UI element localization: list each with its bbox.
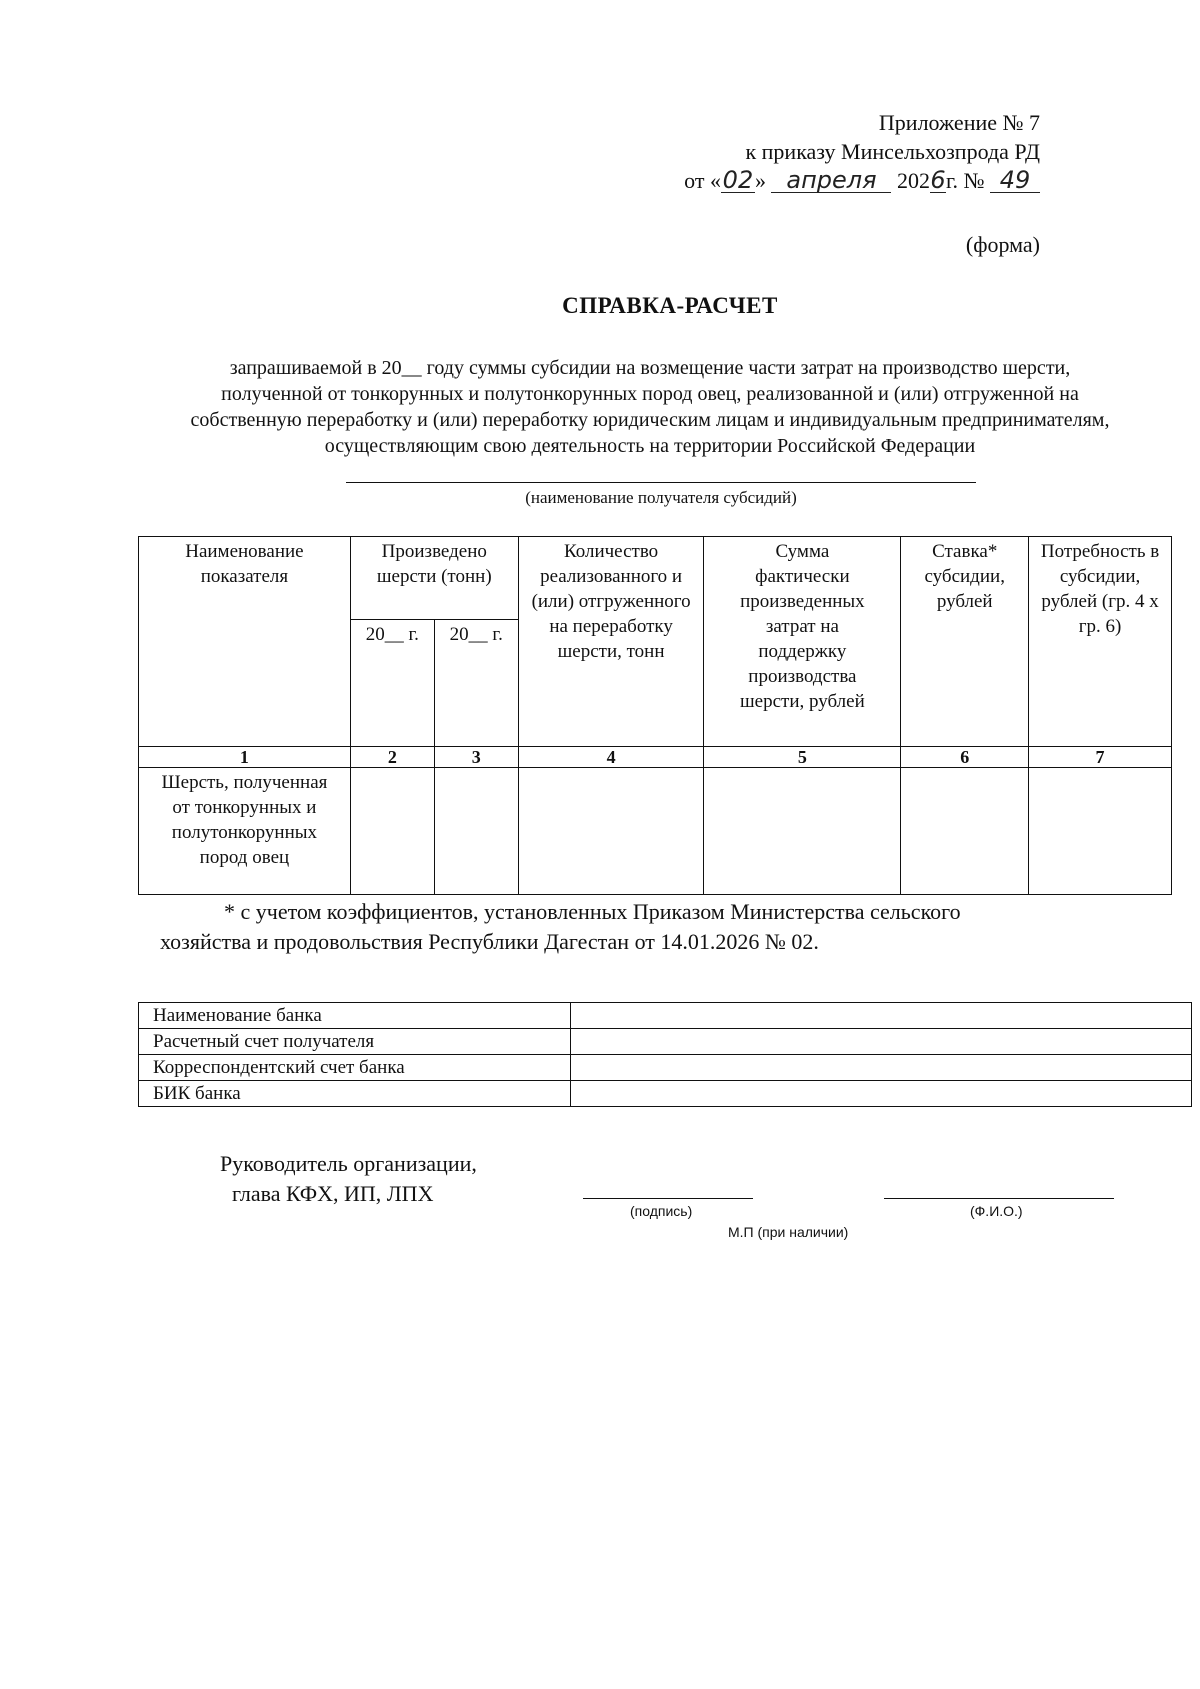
header-quantity-sold: Количество реализованного и (или) отгруженного на переработку шерсти, тонн — [518, 537, 704, 747]
appendix-number: Приложение № 7 — [878, 110, 1040, 135]
recipient-caption: (наименование получателя субсидий) — [525, 488, 797, 507]
signature-block — [220, 1149, 477, 1209]
handwritten-day: 02 — [722, 166, 754, 194]
column-number: 5 — [704, 747, 901, 768]
bik-label: БИК банка — [139, 1081, 571, 1107]
signatory-subtitle: глава КФХ, ИП, ЛПХ — [232, 1181, 434, 1206]
cell-year-b-value[interactable] — [434, 768, 518, 895]
cell-rate-value[interactable] — [901, 768, 1029, 895]
table-header-row — [139, 537, 1172, 620]
cell-quantity-value[interactable] — [518, 768, 704, 895]
footnote-line-2: хозяйства и продовольствия Республики Дагестан от 14.01.2026 № 02. — [160, 929, 819, 954]
bank-name-value[interactable] — [570, 1003, 1191, 1029]
order-date-line — [684, 166, 1040, 195]
year-suffix: г. № — [945, 168, 985, 193]
full-name-line[interactable] — [884, 1198, 1114, 1199]
footnote — [160, 897, 961, 957]
signature-line[interactable] — [583, 1198, 753, 1199]
appendix-header — [684, 108, 1040, 195]
column-numbers-row — [139, 747, 1172, 768]
header-actual-costs: Сумма фактически произведенных затрат на поддержку производства шерсти, рублей — [704, 537, 901, 747]
header-wool-produced: Произведено шерсти (тонн) — [350, 537, 518, 620]
account-label: Расчетный счет получателя — [139, 1029, 571, 1055]
date-mid: » — [754, 168, 766, 193]
column-number: 7 — [1029, 747, 1172, 768]
subsidy-table — [138, 536, 1172, 895]
table-row — [139, 1003, 1192, 1029]
bank-details-table — [138, 1002, 1192, 1107]
handwritten-order-number: 49 — [990, 168, 1040, 193]
stamp-caption: М.П (при наличии) — [728, 1224, 849, 1240]
column-number: 2 — [350, 747, 434, 768]
order-reference: к приказу Минсельхозпрода РД — [745, 139, 1040, 164]
column-number: 4 — [518, 747, 704, 768]
document-subtitle: запрашиваемой в 20__ году суммы субсидии на возмещение части затрат на производство шерсти, полученной от тонкорунных и полутонкорунных пород овец, реализованной и (или) отгруженной на собственную переработку и (или) переработку юридическим лицам и индивидуальным предпринимателям, осуществляющим свою деятельность на территории Российской Федерации — [190, 357, 1110, 457]
account-value[interactable] — [570, 1029, 1191, 1055]
column-number: 6 — [901, 747, 1029, 768]
table-row — [139, 1055, 1192, 1081]
column-number: 3 — [434, 747, 518, 768]
full-name-caption: (Ф.И.О.) — [970, 1203, 1023, 1219]
form-label: (форма) — [965, 232, 1040, 257]
handwritten-month: апреля — [771, 168, 891, 193]
header-year-a: 20__ г. — [350, 620, 434, 747]
cell-need-value[interactable] — [1029, 768, 1172, 895]
row-label-wool: Шерсть, полученная от тонкорунных и полутонкорунных пород овец — [139, 768, 351, 895]
header-subsidy-rate: Ставка* субсидии, рублей — [901, 537, 1029, 747]
table-row — [139, 768, 1172, 895]
year-prefix: 202 — [896, 168, 930, 193]
table-row — [139, 1081, 1192, 1107]
bik-value[interactable] — [570, 1081, 1191, 1107]
header-year-b: 20__ г. — [434, 620, 518, 747]
corr-account-value[interactable] — [570, 1055, 1191, 1081]
signature-caption: (подпись) — [630, 1203, 693, 1219]
table-row — [139, 1029, 1192, 1055]
cell-costs-value[interactable] — [704, 768, 901, 895]
column-number: 1 — [139, 747, 351, 768]
signatory-title: Руководитель организации, — [220, 1151, 477, 1176]
handwritten-year-digit: 6 — [930, 166, 946, 194]
document-title: СПРАВКА-РАСЧЕТ — [562, 293, 778, 318]
recipient-name-line — [346, 482, 976, 483]
footnote-line-1: * с учетом коэффициентов, установленных Приказом Министерства сельского — [224, 899, 961, 924]
corr-account-label: Корреспондентский счет банка — [139, 1055, 571, 1081]
header-indicator-name: Наименование показателя — [139, 537, 351, 747]
date-prefix: от « — [684, 168, 721, 193]
cell-year-a-value[interactable] — [350, 768, 434, 895]
bank-name-label: Наименование банка — [139, 1003, 571, 1029]
header-subsidy-need: Потребность в субсидии, рублей (гр. 4 х гр. 6) — [1029, 537, 1172, 747]
